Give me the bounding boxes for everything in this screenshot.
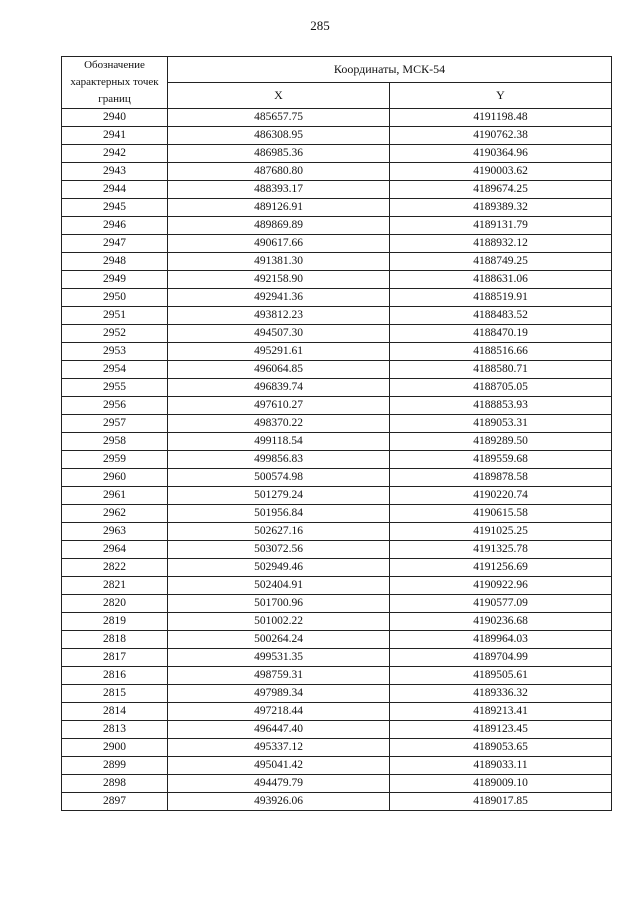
x-coordinate-cell: 496064.85 — [168, 361, 390, 379]
table-row — [62, 271, 612, 289]
point-cell: 2948 — [62, 253, 168, 271]
point-cell: 2961 — [62, 487, 168, 505]
x-coordinate-cell: 496447.40 — [168, 721, 390, 739]
point-cell: 2942 — [62, 145, 168, 163]
x-coordinate-cell: 489126.91 — [168, 199, 390, 217]
y-coordinate-cell: 4189674.25 — [390, 181, 612, 199]
point-cell: 2953 — [62, 343, 168, 361]
table-row — [62, 541, 612, 559]
table-row — [62, 235, 612, 253]
table-row — [62, 703, 612, 721]
x-coordinate-cell: 491381.30 — [168, 253, 390, 271]
x-coordinate-cell: 496839.74 — [168, 379, 390, 397]
x-coordinate-cell: 497610.27 — [168, 397, 390, 415]
x-coordinate-cell: 494507.30 — [168, 325, 390, 343]
table-row — [62, 505, 612, 523]
point-cell: 2963 — [62, 523, 168, 541]
x-coordinate-cell: 502949.46 — [168, 559, 390, 577]
table-row — [62, 757, 612, 775]
x-coordinate-cell: 497218.44 — [168, 703, 390, 721]
point-cell: 2960 — [62, 469, 168, 487]
x-coordinate-cell: 492941.36 — [168, 289, 390, 307]
table-row — [62, 739, 612, 757]
page-number: 285 — [310, 18, 330, 33]
y-coordinate-cell: 4189389.32 — [390, 199, 612, 217]
x-coordinate-cell: 500574.98 — [168, 469, 390, 487]
table-row — [62, 199, 612, 217]
point-cell: 2941 — [62, 127, 168, 145]
y-coordinate-cell: 4190364.96 — [390, 145, 612, 163]
y-coordinate-cell: 4191025.25 — [390, 523, 612, 541]
y-coordinate-cell: 4189009.10 — [390, 775, 612, 793]
y-coordinate-cell: 4188749.25 — [390, 253, 612, 271]
point-cell: 2818 — [62, 631, 168, 649]
point-cell: 2964 — [62, 541, 168, 559]
table-row — [62, 595, 612, 613]
table-body — [62, 109, 612, 811]
y-coordinate-cell: 4189213.41 — [390, 703, 612, 721]
x-coordinate-cell: 499531.35 — [168, 649, 390, 667]
x-coordinate-cell: 501700.96 — [168, 595, 390, 613]
y-coordinate-cell: 4190615.58 — [390, 505, 612, 523]
table-row — [62, 397, 612, 415]
table-row — [62, 325, 612, 343]
x-coordinate-cell: 495041.42 — [168, 757, 390, 775]
x-coordinate-cell: 498370.22 — [168, 415, 390, 433]
point-cell: 2898 — [62, 775, 168, 793]
x-coordinate-cell: 486308.95 — [168, 127, 390, 145]
y-coordinate-cell: 4188853.93 — [390, 397, 612, 415]
y-coordinate-cell: 4188483.52 — [390, 307, 612, 325]
table-row — [62, 523, 612, 541]
point-cell: 2952 — [62, 325, 168, 343]
y-coordinate-cell: 4189336.32 — [390, 685, 612, 703]
table-row — [62, 487, 612, 505]
x-coordinate-cell: 502627.16 — [168, 523, 390, 541]
table-row — [62, 775, 612, 793]
y-coordinate-cell: 4189878.58 — [390, 469, 612, 487]
x-coordinate-cell: 487680.80 — [168, 163, 390, 181]
y-column-header: Y — [390, 83, 612, 109]
point-cell: 2900 — [62, 739, 168, 757]
x-coordinate-cell: 500264.24 — [168, 631, 390, 649]
y-coordinate-cell: 4189704.99 — [390, 649, 612, 667]
y-coordinate-cell: 4190762.38 — [390, 127, 612, 145]
point-cell: 2897 — [62, 793, 168, 811]
point-cell: 2949 — [62, 271, 168, 289]
table-row — [62, 181, 612, 199]
point-cell: 2959 — [62, 451, 168, 469]
table-row — [62, 217, 612, 235]
point-cell: 2945 — [62, 199, 168, 217]
point-cell: 2950 — [62, 289, 168, 307]
table-row — [62, 631, 612, 649]
x-coordinate-cell: 501002.22 — [168, 613, 390, 631]
table-row — [62, 451, 612, 469]
point-cell: 2899 — [62, 757, 168, 775]
x-coordinate-cell: 499856.83 — [168, 451, 390, 469]
point-cell: 2947 — [62, 235, 168, 253]
x-coordinate-cell: 495291.61 — [168, 343, 390, 361]
coordinate-system-header: Координаты, МСК-54 — [168, 57, 612, 83]
y-coordinate-cell: 4188470.19 — [390, 325, 612, 343]
x-coordinate-cell: 489869.89 — [168, 217, 390, 235]
y-coordinate-cell: 4189053.65 — [390, 739, 612, 757]
table-row — [62, 667, 612, 685]
y-coordinate-cell: 4189053.31 — [390, 415, 612, 433]
table-row — [62, 163, 612, 181]
point-cell: 2815 — [62, 685, 168, 703]
x-coordinate-cell: 497989.34 — [168, 685, 390, 703]
y-coordinate-cell: 4189033.11 — [390, 757, 612, 775]
y-coordinate-cell: 4190003.62 — [390, 163, 612, 181]
point-designation-header: Обозначение характерных точек границ — [62, 57, 168, 109]
point-cell: 2816 — [62, 667, 168, 685]
y-coordinate-cell: 4189017.85 — [390, 793, 612, 811]
table-row — [62, 685, 612, 703]
x-coordinate-cell: 486985.36 — [168, 145, 390, 163]
x-coordinate-cell: 492158.90 — [168, 271, 390, 289]
point-cell: 2940 — [62, 109, 168, 127]
table-row — [62, 433, 612, 451]
table-row — [62, 649, 612, 667]
y-coordinate-cell: 4190236.68 — [390, 613, 612, 631]
point-cell: 2943 — [62, 163, 168, 181]
y-coordinate-cell: 4191256.69 — [390, 559, 612, 577]
y-coordinate-cell: 4190220.74 — [390, 487, 612, 505]
y-coordinate-cell: 4191325.78 — [390, 541, 612, 559]
x-coordinate-cell: 490617.66 — [168, 235, 390, 253]
table-row — [62, 793, 612, 811]
x-coordinate-cell: 494479.79 — [168, 775, 390, 793]
table-row — [62, 577, 612, 595]
y-coordinate-cell: 4191198.48 — [390, 109, 612, 127]
table-row — [62, 145, 612, 163]
y-coordinate-cell: 4188705.05 — [390, 379, 612, 397]
point-cell: 2954 — [62, 361, 168, 379]
y-coordinate-cell: 4189559.68 — [390, 451, 612, 469]
point-cell: 2946 — [62, 217, 168, 235]
x-coordinate-cell: 501279.24 — [168, 487, 390, 505]
y-coordinate-cell: 4190922.96 — [390, 577, 612, 595]
y-coordinate-cell: 4189964.03 — [390, 631, 612, 649]
table-row — [62, 559, 612, 577]
table-row — [62, 613, 612, 631]
x-coordinate-cell: 493926.06 — [168, 793, 390, 811]
y-coordinate-cell: 4190577.09 — [390, 595, 612, 613]
point-cell: 2820 — [62, 595, 168, 613]
y-coordinate-cell: 4189123.45 — [390, 721, 612, 739]
point-cell: 2957 — [62, 415, 168, 433]
y-coordinate-cell: 4188932.12 — [390, 235, 612, 253]
point-cell: 2821 — [62, 577, 168, 595]
point-cell: 2955 — [62, 379, 168, 397]
table-row — [62, 127, 612, 145]
y-coordinate-cell: 4188516.66 — [390, 343, 612, 361]
x-coordinate-cell: 488393.17 — [168, 181, 390, 199]
x-coordinate-cell: 485657.75 — [168, 109, 390, 127]
table-row — [62, 289, 612, 307]
table-row — [62, 343, 612, 361]
y-coordinate-cell: 4189289.50 — [390, 433, 612, 451]
table-row — [62, 253, 612, 271]
x-coordinate-cell: 501956.84 — [168, 505, 390, 523]
point-cell: 2819 — [62, 613, 168, 631]
point-cell: 2814 — [62, 703, 168, 721]
table-row — [62, 469, 612, 487]
point-cell: 2817 — [62, 649, 168, 667]
table-row — [62, 379, 612, 397]
point-cell: 2962 — [62, 505, 168, 523]
x-coordinate-cell: 503072.56 — [168, 541, 390, 559]
y-coordinate-cell: 4188580.71 — [390, 361, 612, 379]
table-row — [62, 361, 612, 379]
x-column-header: X — [168, 83, 390, 109]
x-coordinate-cell: 495337.12 — [168, 739, 390, 757]
point-cell: 2956 — [62, 397, 168, 415]
point-cell: 2951 — [62, 307, 168, 325]
table-row — [62, 721, 612, 739]
y-coordinate-cell: 4189131.79 — [390, 217, 612, 235]
x-coordinate-cell: 502404.91 — [168, 577, 390, 595]
point-cell: 2813 — [62, 721, 168, 739]
point-cell: 2958 — [62, 433, 168, 451]
y-coordinate-cell: 4188631.06 — [390, 271, 612, 289]
x-coordinate-cell: 493812.23 — [168, 307, 390, 325]
table-row — [62, 415, 612, 433]
x-coordinate-cell: 498759.31 — [168, 667, 390, 685]
y-coordinate-cell: 4188519.91 — [390, 289, 612, 307]
table-row — [62, 307, 612, 325]
point-cell: 2822 — [62, 559, 168, 577]
table-row — [62, 109, 612, 127]
point-cell: 2944 — [62, 181, 168, 199]
x-coordinate-cell: 499118.54 — [168, 433, 390, 451]
coordinates-table — [61, 56, 612, 811]
y-coordinate-cell: 4189505.61 — [390, 667, 612, 685]
